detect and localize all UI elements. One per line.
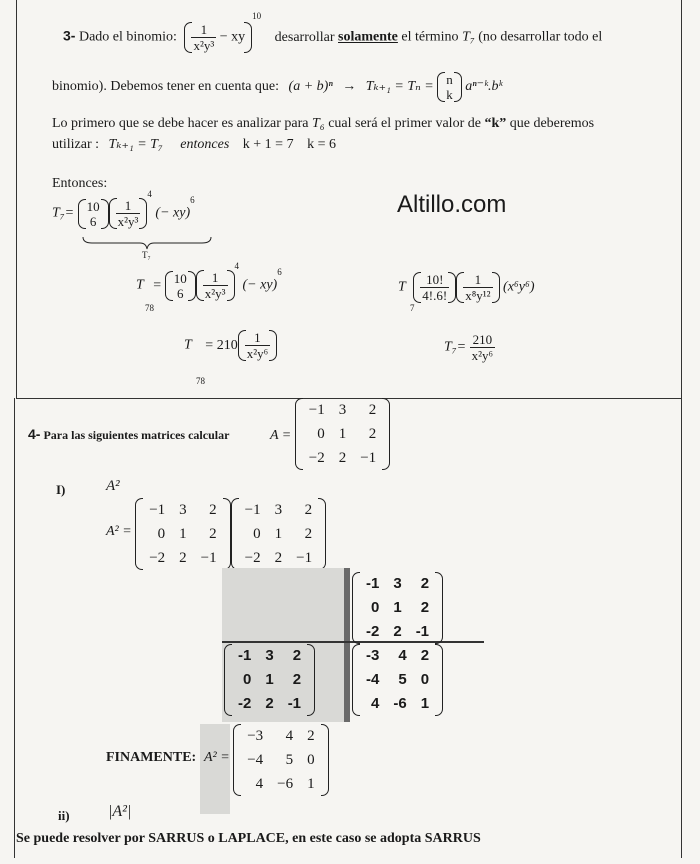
grid-left-matrix bbox=[224, 644, 315, 716]
matrix-cell: -1 bbox=[415, 623, 430, 640]
matrix-cell: 2 bbox=[304, 526, 313, 542]
matrix-cell: −1 bbox=[149, 502, 166, 518]
step2-den: x²y³ bbox=[204, 286, 226, 301]
step2-binom-top: 10 bbox=[173, 270, 187, 286]
binomial-expression bbox=[184, 22, 252, 53]
matrix-cell: 2 bbox=[420, 599, 430, 616]
matrix-cell: 2 bbox=[338, 450, 347, 466]
line4-d: k + 1 = 7 bbox=[242, 137, 294, 152]
matrix-cell: -6 bbox=[393, 695, 407, 712]
binomial-num: 1 bbox=[191, 22, 216, 38]
t7-right-step1 bbox=[398, 272, 535, 303]
step2-eq: = bbox=[153, 277, 162, 293]
product-matrix-1 bbox=[135, 498, 230, 570]
term-text: el término bbox=[401, 29, 459, 45]
matrix-cell: 2 bbox=[292, 647, 302, 664]
matrix-A-def bbox=[270, 398, 390, 470]
final-A2 bbox=[204, 724, 329, 796]
matrix-cell: 2 bbox=[420, 575, 430, 592]
matrix-cell: 0 bbox=[307, 752, 315, 768]
A2-title: A² bbox=[106, 478, 120, 494]
matrix-cell: −1 bbox=[308, 402, 325, 418]
matrix-cell: −4 bbox=[247, 752, 264, 768]
matrix-cell: −2 bbox=[149, 550, 166, 566]
line3-k: “k” bbox=[484, 116, 507, 131]
t7-result bbox=[444, 332, 495, 363]
matrix-cell: -3 bbox=[366, 647, 380, 664]
final-label: A² = bbox=[204, 750, 230, 766]
line3-t6: T₆ bbox=[312, 116, 325, 131]
step2-binom-bottom: 6 bbox=[176, 285, 184, 301]
grid-vertical-rule bbox=[344, 568, 350, 722]
matrix-cell: 2 bbox=[368, 426, 377, 442]
matrix-cell: 2 bbox=[179, 550, 187, 566]
exercise-3-line4 bbox=[52, 136, 336, 153]
matrix-cell: 2 bbox=[307, 728, 315, 744]
develop-text: desarrollar bbox=[274, 29, 335, 45]
matrix-cell: 0 bbox=[243, 671, 252, 688]
matrix-cell: 3 bbox=[338, 402, 347, 418]
matrix-cell: 4 bbox=[285, 728, 294, 744]
binom-10-6 bbox=[78, 199, 109, 229]
matrix-cell: 2 bbox=[304, 502, 313, 518]
matrix-cell: 2 bbox=[209, 526, 217, 542]
line3-rest: cual será el primer valor de bbox=[328, 116, 481, 131]
matrix-cell: 5 bbox=[398, 671, 407, 688]
right1-den2: x⁸y¹² bbox=[465, 288, 491, 303]
exercise-3-line1 bbox=[63, 11, 603, 53]
right1-frac1 bbox=[413, 272, 456, 303]
binom-top: 10 bbox=[86, 198, 100, 214]
matrix-cell: 1 bbox=[307, 776, 315, 792]
matrix-cell: −6 bbox=[277, 776, 294, 792]
matrix-cell: 0 bbox=[253, 526, 261, 542]
matrix-cell: −3 bbox=[247, 728, 264, 744]
A2-product bbox=[106, 498, 326, 570]
matrix-cell: 1 bbox=[265, 671, 274, 688]
matrix-cell: 1 bbox=[338, 426, 347, 442]
only-text: solamente bbox=[338, 29, 398, 45]
binom-n: n bbox=[446, 72, 453, 87]
matrix-cell: 3 bbox=[393, 575, 402, 592]
line4-b: Tₖ₊₁ = T₇ bbox=[108, 137, 163, 152]
matrix-cell: 1 bbox=[420, 695, 430, 712]
t78-step1 bbox=[136, 261, 282, 301]
matrix-cell: -1 bbox=[366, 575, 380, 592]
line4-c: entonces bbox=[180, 137, 230, 152]
exercise-4-number: 4- bbox=[28, 426, 41, 442]
right1-one: 1 bbox=[463, 272, 492, 288]
matrix-cell: -1 bbox=[238, 647, 252, 664]
matrix-cell: 2 bbox=[265, 695, 274, 712]
exercise-3-line3 bbox=[52, 116, 594, 132]
binom-bottom: 6 bbox=[89, 213, 97, 229]
matrix-cell: 4 bbox=[398, 647, 407, 664]
grid-result-matrix bbox=[352, 644, 443, 716]
term-t7: T₇ bbox=[462, 29, 475, 45]
step2-sub: 78 bbox=[145, 303, 154, 313]
right1-sub: 7 bbox=[410, 303, 415, 313]
matrix-cell: −1 bbox=[244, 502, 261, 518]
line3-text: Lo primero que se debe hacer es analizar para bbox=[52, 116, 309, 131]
brace-label: T₇ bbox=[142, 250, 151, 260]
step2-T: T bbox=[136, 277, 144, 293]
matrix-cell: 2 bbox=[420, 647, 430, 664]
matrix-cell: -4 bbox=[366, 671, 380, 688]
arrow: → bbox=[342, 79, 357, 95]
matrix-cell: 0 bbox=[371, 599, 380, 616]
fraction-paren bbox=[109, 198, 148, 229]
matrix-cell: 0 bbox=[157, 526, 166, 542]
paren-note: (no desarrollar todo el bbox=[478, 29, 603, 45]
neg-xy: (− xy) bbox=[155, 205, 191, 221]
A2-eq: A² = bbox=[106, 524, 132, 540]
right1-frac2 bbox=[456, 272, 499, 303]
matrix-cell: -2 bbox=[238, 695, 252, 712]
step2-neg: (− xy) bbox=[242, 277, 278, 293]
right2-den: x²y⁶ bbox=[471, 348, 494, 363]
footer-note: Se puede resolver por SARRUS o LAPLACE, en este caso se adopta SARRUS bbox=[16, 831, 481, 846]
binom-k: k bbox=[446, 87, 453, 102]
matrix-cell: −2 bbox=[308, 450, 325, 466]
formula-lhs: (a + b)ⁿ bbox=[288, 79, 333, 95]
underbrace bbox=[82, 236, 212, 250]
line2-text: binomio). Debemos tener en cuenta que: bbox=[52, 79, 280, 95]
matrix-cell: 4 bbox=[371, 695, 380, 712]
matrix-cell: −2 bbox=[244, 550, 261, 566]
watermark-text: Altillo.com bbox=[397, 191, 507, 218]
matrix-cell: 1 bbox=[179, 526, 187, 542]
grid-shade-top bbox=[222, 568, 348, 640]
right2-num: 210 bbox=[470, 332, 495, 348]
binomial-exponent: 10 bbox=[252, 11, 262, 22]
binomial-minus: − xy bbox=[219, 29, 246, 45]
finally-label: FINAMENTE: bbox=[106, 750, 197, 765]
matrix-cell: 2 bbox=[368, 402, 377, 418]
exp-4: 4 bbox=[147, 189, 152, 200]
matrix-cell: 2 bbox=[292, 671, 302, 688]
step2-binom bbox=[165, 271, 196, 301]
prompt-text: Para las siguientes matrices calcular bbox=[43, 428, 230, 442]
matrix-cell: 0 bbox=[420, 671, 430, 688]
matrix-cell: -2 bbox=[366, 623, 380, 640]
right1-num: 10! bbox=[420, 272, 449, 288]
item-ii-label: ii) bbox=[58, 808, 70, 823]
step3-frac bbox=[238, 330, 277, 361]
intro-text: Dado el binomio: bbox=[78, 29, 177, 45]
matrix-cell: −1 bbox=[200, 550, 217, 566]
matrix-cell: 2 bbox=[274, 550, 283, 566]
formula-rhs: Tₖ₊₁ = Tₙ = bbox=[365, 79, 434, 95]
matrix-cell: 3 bbox=[265, 647, 274, 664]
formula-tail: aⁿ⁻ᵏ.bᵏ bbox=[465, 79, 503, 95]
final-matrix bbox=[233, 724, 328, 796]
item-i-label: I) bbox=[56, 482, 66, 497]
line3-end: que deberemos bbox=[509, 116, 595, 131]
A-label: A = bbox=[270, 428, 292, 444]
step2-exp4: 4 bbox=[234, 261, 239, 272]
line4-e: k = 6 bbox=[307, 137, 336, 152]
step2-frac bbox=[196, 270, 235, 301]
exercise-3-line2 bbox=[52, 72, 502, 102]
t78-step2 bbox=[184, 330, 277, 361]
matrix-cell: 2 bbox=[393, 623, 402, 640]
step3-eq: = 210 bbox=[205, 337, 238, 353]
step3-den: x²y⁶ bbox=[246, 346, 269, 361]
line4-a: utilizar : bbox=[52, 137, 100, 152]
t7-label: T₇= bbox=[52, 205, 75, 221]
matrix-cell: 3 bbox=[274, 502, 283, 518]
matrix-cell: 1 bbox=[393, 599, 402, 616]
matrix-cell: 5 bbox=[285, 752, 294, 768]
entonces-label: Entonces: bbox=[52, 176, 108, 191]
exercise-3-number: 3- bbox=[63, 27, 76, 44]
matrix-cell: 4 bbox=[255, 776, 264, 792]
binomial-den: x²y³ bbox=[193, 38, 215, 53]
t7-expression bbox=[52, 189, 195, 229]
step2-exp6: 6 bbox=[277, 267, 282, 278]
exp-6: 6 bbox=[190, 195, 195, 206]
matrix-cell: 3 bbox=[179, 502, 187, 518]
matrix-A bbox=[295, 398, 390, 470]
matrix-cell: 0 bbox=[317, 426, 325, 442]
exercise-4-prompt bbox=[28, 426, 229, 443]
frac-den: x²y³ bbox=[117, 214, 139, 229]
step3-sub: 78 bbox=[196, 376, 205, 386]
matrix-cell: −1 bbox=[360, 450, 377, 466]
right1-tail: (x⁶y⁶) bbox=[503, 279, 535, 295]
step2-one: 1 bbox=[203, 270, 228, 286]
determinant-label: |A²| bbox=[108, 803, 132, 820]
right2-T: T₇= bbox=[444, 339, 467, 355]
grid-top-matrix bbox=[352, 572, 443, 644]
right1-T: T bbox=[398, 279, 406, 295]
step3-one: 1 bbox=[245, 330, 270, 346]
matrix-cell: 1 bbox=[274, 526, 283, 542]
product-matrix-2 bbox=[231, 498, 326, 570]
matrix-cell: −1 bbox=[296, 550, 313, 566]
frac-one: 1 bbox=[116, 198, 141, 214]
matrix-cell: 2 bbox=[209, 502, 217, 518]
step3-T: T bbox=[184, 337, 192, 353]
matrix-cell: -1 bbox=[287, 695, 302, 712]
binomial-coefficient bbox=[437, 72, 462, 102]
right1-den: 4!.6! bbox=[422, 288, 448, 303]
